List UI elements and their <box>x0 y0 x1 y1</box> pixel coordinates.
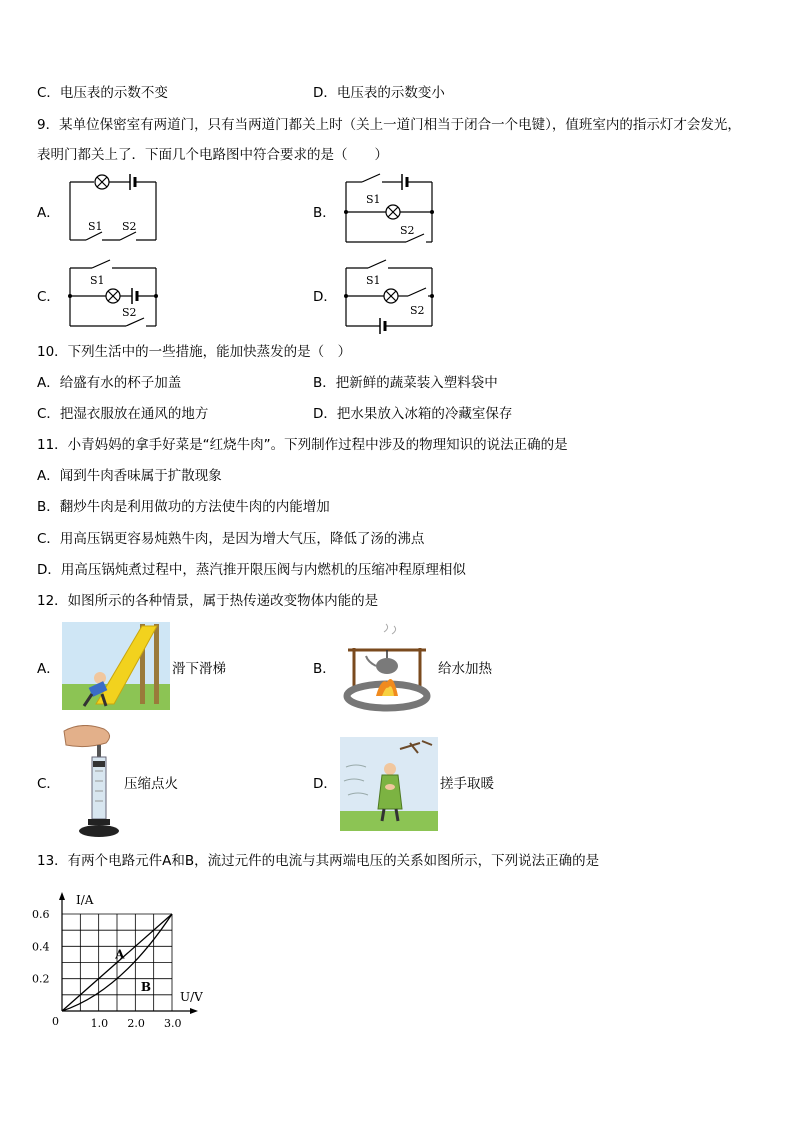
q11-stem: 11．小青妈妈的拿手好菜是“红烧牛肉”。下列制作过程中涉及的物理知识的说法正确的是 <box>37 437 568 453</box>
q12-label-d: D． <box>313 776 337 792</box>
compression-ignition-picture <box>62 725 122 840</box>
q9-label-d: D． <box>313 289 337 305</box>
q10-option-b: B．把新鲜的蔬菜装入塑料袋中 <box>313 375 498 391</box>
q9-stem-line2: 表明门都关上了．下面几个电路图中符合要求的是（ ） <box>37 147 388 163</box>
q12-caption-a: 滑下滑梯 <box>172 661 226 677</box>
q12-caption-c: 压缩点火 <box>124 776 178 792</box>
q12-caption-b: 给水加热 <box>438 661 492 677</box>
q9-label-c: C． <box>37 289 60 305</box>
c-s1-label: S1 <box>90 274 105 287</box>
origin-label: 0 <box>52 1015 59 1028</box>
circuit-diagram-c <box>64 256 164 332</box>
q12-label-a: A． <box>37 661 60 677</box>
y-tick-label: 0.4 <box>32 940 50 954</box>
y-tick-label: 0.2 <box>32 972 50 986</box>
rubbing-hands-picture <box>340 737 438 831</box>
slide-picture <box>62 622 170 710</box>
series-label-a: A <box>115 947 125 962</box>
x-tick-label: 1.0 <box>90 1017 109 1030</box>
q10-option-c: C．把湿衣服放在通风的地方 <box>37 406 209 422</box>
x-axis-arrow <box>190 1008 198 1014</box>
y-axis-label: I/A <box>76 893 94 907</box>
b-s2-label: S2 <box>400 224 415 237</box>
q12-label-b: B． <box>313 661 336 677</box>
q10-stem: 10．下列生活中的一些措施，能加快蒸发的是（ ） <box>37 344 352 360</box>
y-axis-arrow <box>59 892 65 900</box>
c-s2-label: S2 <box>122 306 137 319</box>
q10-option-d: D．把水果放入冰箱的冷藏室保存 <box>313 406 513 422</box>
y-tick-label: 0.6 <box>32 908 50 921</box>
q11-option-b: B．翻炒牛肉是利用做功的方法使牛肉的内能增加 <box>37 499 330 515</box>
a-s1-label: S1 <box>88 220 103 233</box>
a-s2-label: S2 <box>122 220 137 233</box>
q11-option-a: A．闻到牛肉香味属于扩散现象 <box>37 468 222 484</box>
q11-option-c: C．用高压锅更容易炖熟牛肉，是因为增大气压，降低了汤的沸点 <box>37 531 425 547</box>
iu-graph <box>30 882 220 1037</box>
q10-option-a: A．给盛有水的杯子加盖 <box>37 375 182 391</box>
q11-option-d: D．用高压锅炖煮过程中，蒸汽推开限压阀与内燃机的压缩冲程原理相似 <box>37 562 466 578</box>
circuit-diagram-d <box>340 256 440 334</box>
q8-option-d: D．电压表的示数变小 <box>313 85 445 101</box>
q9-label-b: B． <box>313 205 336 221</box>
x-tick-label: 3.0 <box>164 1017 182 1030</box>
circuit-diagram-b <box>340 170 440 248</box>
x-tick-label: 2.0 <box>127 1017 145 1030</box>
q9-label-a: A． <box>37 205 60 221</box>
fire-kettle-picture <box>340 622 435 712</box>
q13-stem: 13．有两个电路元件A和B，流过元件的电流与其两端电压的关系如图所示，下列说法正确的是 <box>37 853 600 869</box>
q8-option-c: C．电压表的示数不变 <box>37 85 168 101</box>
q12-caption-d: 搓手取暖 <box>440 776 494 792</box>
q12-label-c: C． <box>37 776 60 792</box>
circuit-diagram-a <box>64 170 164 246</box>
b-s1-label: S1 <box>366 193 381 206</box>
d-s1-label: S1 <box>366 274 381 287</box>
series-label-b: B <box>140 979 151 994</box>
x-axis-label: U/V <box>180 990 203 1004</box>
q12-stem: 12．如图所示的各种情景，属于热传递改变物体内能的是 <box>37 593 379 609</box>
d-s2-label: S2 <box>410 304 425 317</box>
q9-stem-line1: 9．某单位保密室有两道门，只有当两道门都关上时（关上一道门相当于闭合一个电键），值班室内的指示灯才会发光， <box>37 117 741 133</box>
